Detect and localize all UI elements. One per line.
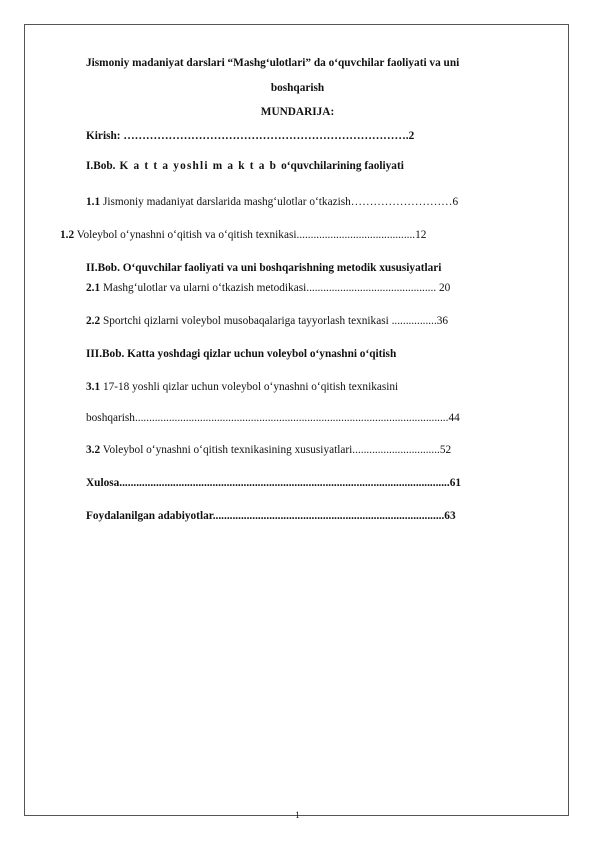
toc-chapter1-rest: o‘quvchilarining faoliyati <box>281 160 404 172</box>
toc-item-2-1-num: 2.1 <box>86 282 101 294</box>
toc-chapter1-spaced: K a t t a yoshli m a k t a b <box>115 160 282 172</box>
document-title-line1: Jismoniy madaniyat darslari “Mashg‘ulotlari” da o‘quvchilar faoliyati va uni <box>86 57 460 69</box>
toc-item-3-1 <box>86 381 398 393</box>
toc-item-3-1-num: 3.1 <box>86 381 101 393</box>
toc-item-2-2-num: 2.2 <box>86 315 101 327</box>
toc-conclusion: Xulosa.....................................................................................................................61 <box>86 477 462 489</box>
toc-item-3-2-text: Voleybol o‘ynashni o‘qitish texnikasining xususiyatlari...............................52 <box>100 444 452 456</box>
toc-item-1-1-text: Jismoniy madaniyat darslarida mashg‘ulotlar o‘tkazish………………………6 <box>100 196 459 208</box>
toc-item-1-2-num: 1.2 <box>60 229 75 241</box>
toc-item-1-2-text: Voleybol o‘ynashni o‘qitish va o‘qitish texnikasi..........................................12 <box>74 229 427 241</box>
toc-item-1-1 <box>86 196 458 208</box>
toc-item-2-2-text: Sportchi qizlarni voleybol musobaqalariga tayyorlash texnikasi ................36 <box>100 315 449 327</box>
page-number: 1 <box>295 810 300 820</box>
toc-intro: Kirish: ………………………………………………………………….2 <box>86 130 415 142</box>
toc-item-3-2-num: 3.2 <box>86 444 101 456</box>
toc-item-2-1 <box>86 282 450 294</box>
document-title-line2: boshqarish <box>270 82 325 94</box>
toc-heading: MUNDARIJA: <box>260 106 335 118</box>
toc-chapter1-label: I.Bob. <box>86 160 116 172</box>
toc-item-3-1-continued: boshqarish...............................................................................................................44 <box>86 412 460 424</box>
toc-item-3-1-text: 17-18 yoshli qizlar uchun voleybol o‘ynashni o‘qitish texnikasini <box>100 381 399 393</box>
toc-item-3-2 <box>86 444 451 456</box>
toc-chapter2: II.Bob. O‘quvchilar faoliyati va uni boshqarishning metodik xususiyatlari <box>86 262 442 274</box>
toc-chapter3: III.Bob. Katta yoshdagi qizlar uchun voleybol o‘ynashni o‘qitish <box>86 348 397 360</box>
toc-references: Foydalanilgan adabiyotlar..................................................................................63 <box>86 510 456 522</box>
toc-chapter1 <box>86 160 404 172</box>
toc-item-1-1-num: 1.1 <box>86 196 101 208</box>
toc-item-2-1-text: Mashg‘ulotlar va ularni o‘tkazish metodikasi.............................................. 20 <box>100 282 451 294</box>
toc-item-2-2 <box>86 315 448 327</box>
toc-item-1-2 <box>60 229 426 241</box>
